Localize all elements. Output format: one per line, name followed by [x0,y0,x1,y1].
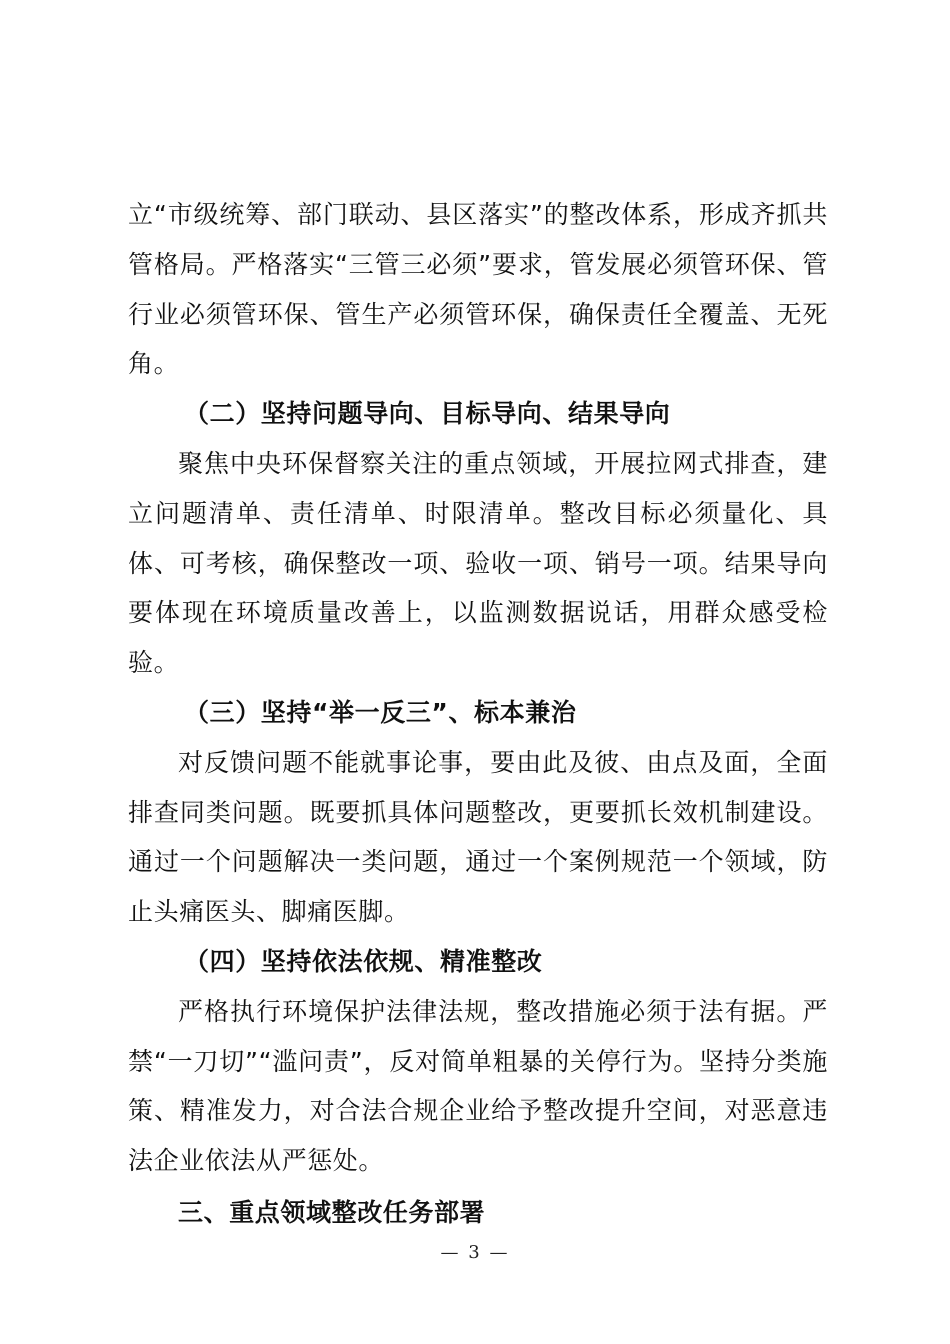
paragraph-continuation: 立“市级统筹、部门联动、县区落实”的整改体系，形成齐抓共管格局。严格落实“三管三必须”要求，管发展必须管环保、管行业必须管环保、管生产必须管环保，确保责任全覆盖、无死角。 [128,200,828,379]
heading-principle-4: （四）坚持依法依规、精准整改 [184,946,543,976]
heading-principle-3: （三）坚持“举一反三”、标本兼治 [184,697,577,727]
paragraph-principle-2: 聚焦中央环保督察关注的重点领域，开展拉网式排查，建立问题清单、责任清单、时限清单。整改目标必须量化、具体、可考核，确保整改一项、验收一项、销号一项。结果导向要体现在环境质量改善上，以监测数据说话，用群众感受检验。 [128,448,828,678]
heading-principle-2: （二）坚持问题导向、目标导向、结果导向 [184,399,671,429]
section-heading-3: 三、重点领域整改任务部署 [178,1197,486,1227]
document-body [128,190,828,1238]
paragraph-principle-4: 严格执行环境保护法律法规，整改措施必须于法有据。严禁“一刀切”“滥问责”，反对简单粗暴的关停行为。坚持分类施策、精准发力，对合法合规企业给予整改提升空间，对恶意违法企业依法从严惩处。 [128,996,828,1176]
paragraph-principle-3: 对反馈问题不能就事论事，要由此及彼、由点及面，全面排查同类问题。既要抓具体问题整改，更要抓长效机制建设。通过一个问题解决一类问题，通过一个案例规范一个领域，防止头痛医头、脚痛医脚。 [128,747,828,927]
page-number: — 3 — [440,1242,510,1263]
